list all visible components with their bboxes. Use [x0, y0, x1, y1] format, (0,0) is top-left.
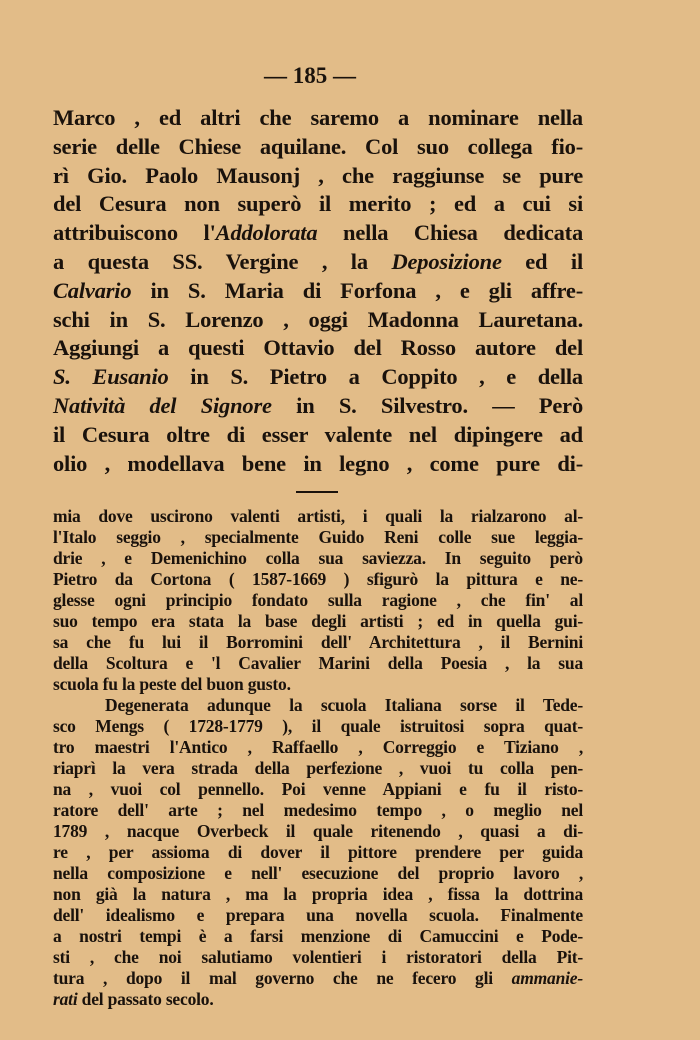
- notes-line: [53, 968, 583, 989]
- text-segment: sco Mengs ( 1728-1779 ), il quale istruitosi sopra quat-: [53, 716, 583, 736]
- text-segment: ed il: [501, 248, 583, 274]
- notes-line: [53, 695, 583, 716]
- text-segment: ratore dell' arte ; nel medesimo tempo , o meglio nel: [53, 800, 583, 820]
- text-segment: 1789 , nacque Overbeck il quale ritenendo , quasi a di-: [53, 821, 583, 841]
- footnote-text: [53, 506, 583, 1010]
- text-segment: in S. Maria di Forfona , e gli affre-: [131, 277, 583, 303]
- text-segment: Aggiungi a questi Ottavio del Rosso autore del: [53, 335, 583, 361]
- notes-line: [53, 506, 583, 527]
- notes-line: [53, 569, 583, 590]
- text-segment: in S. Silvestro. — Però: [271, 392, 583, 418]
- main-line: [53, 363, 583, 392]
- text-segment: rì Gio. Paolo Mausonj , che raggiunse se pure: [53, 162, 583, 188]
- notes-line: [53, 632, 583, 653]
- text-segment: Pietro da Cortona ( 1587-1669 ) sfigurò la pittura e ne-: [53, 569, 583, 589]
- text-segment: Degenerata adunque la scuola Italiana sorse il Tede-: [105, 695, 583, 715]
- main-line: [53, 334, 583, 363]
- main-text: [53, 104, 583, 478]
- notes-line: [53, 884, 583, 905]
- text-segment: glesse ogni principio fondato sulla ragione , che fin' al: [53, 590, 583, 610]
- notes-line: [53, 863, 583, 884]
- main-line: [53, 162, 583, 191]
- italic-text: rati: [53, 989, 78, 1009]
- notes-line: [53, 905, 583, 926]
- text-segment: a questa SS. Vergine , la: [53, 248, 392, 274]
- text-segment: sa che fu lui il Borromini dell' Architettura , il Bernini: [53, 632, 583, 652]
- text-segment: serie delle Chiese aquilane. Col suo collega fio-: [53, 133, 583, 159]
- notes-line: [53, 653, 583, 674]
- notes-line: [53, 947, 583, 968]
- notes-line: [53, 716, 583, 737]
- italic-text: Deposizione: [391, 248, 502, 274]
- text-segment: tura , dopo il mal governo che ne fecero gli: [53, 968, 512, 988]
- main-line: [53, 277, 583, 306]
- main-line: [53, 190, 583, 219]
- notes-line: [53, 821, 583, 842]
- notes-line: [53, 527, 583, 548]
- text-segment: na , vuoi col pennello. Poi venne Appiani e fu il risto-: [53, 779, 583, 799]
- notes-line: [53, 611, 583, 632]
- text-segment: schi in S. Lorenzo , oggi Madonna Lauretana.: [53, 306, 583, 332]
- text-segment: il Cesura oltre di esser valente nel dipingere ad: [53, 421, 583, 447]
- notes-line: [53, 590, 583, 611]
- text-segment: l'Italo seggio , specialmente Guido Reni colle sue leggia-: [53, 527, 583, 547]
- main-line: [53, 306, 583, 335]
- notes-line: [53, 674, 583, 695]
- text-segment: drie , e Demenichino colla sua saviezza. In seguito però: [53, 548, 583, 568]
- italic-text: ammanie-: [511, 968, 583, 988]
- page-number: — 185 —: [264, 63, 356, 88]
- main-line: [53, 219, 583, 248]
- main-line: [53, 392, 583, 421]
- text-segment: nella composizione e nell' esecuzione del proprio lavoro ,: [53, 863, 583, 883]
- text-segment: in S. Pietro a Coppito , e della: [168, 364, 583, 390]
- text-segment: scuola fu la peste del buon gusto.: [53, 674, 291, 694]
- text-segment: dell' idealismo e prepara una novella scuola. Finalmente: [53, 905, 583, 925]
- text-segment: suo tempo era stata la base degli artisti ; ed in quella gui-: [53, 611, 583, 631]
- text-segment: della Scoltura e 'l Cavalier Marini della Poesia , la sua: [53, 653, 583, 673]
- text-segment: del Cesura non superò il merito ; ed a cui si: [53, 191, 583, 217]
- text-segment: del passato secolo.: [77, 989, 214, 1009]
- italic-text: Addolorata: [215, 220, 318, 246]
- notes-line: [53, 989, 583, 1010]
- main-line: [53, 450, 583, 479]
- main-line: [53, 421, 583, 450]
- text-segment: Marco , ed altri che saremo a nominare nella: [53, 105, 583, 130]
- notes-line: [53, 800, 583, 821]
- text-segment: sti , che noi salutiamo volentieri i ristoratori della Pit-: [53, 947, 583, 967]
- notes-line: [53, 926, 583, 947]
- notes-line: [53, 842, 583, 863]
- notes-line: [53, 779, 583, 800]
- notes-line: [53, 758, 583, 779]
- main-line: [53, 104, 583, 133]
- italic-text: S. Eusanio: [53, 364, 169, 390]
- text-segment: olio , modellava bene in legno , come pure di-: [53, 450, 583, 476]
- text-segment: attribuiscono l': [53, 220, 216, 246]
- footnote-divider: [296, 491, 338, 493]
- text-segment: mia dove uscirono valenti artisti, i quali la rialzarono al-: [53, 506, 583, 526]
- main-line: [53, 133, 583, 162]
- notes-line: [53, 548, 583, 569]
- text-segment: re , per assioma di dover il pittore prendere per guida: [53, 842, 583, 862]
- text-segment: riaprì la vera strada della perfezione , vuoi tu colla pen-: [53, 758, 583, 778]
- italic-text: Natività del Signore: [53, 392, 272, 418]
- notes-line: [53, 737, 583, 758]
- text-segment: non già la natura , ma la propria idea , fissa la dottrina: [53, 884, 583, 904]
- text-segment: nella Chiesa dedicata: [317, 220, 583, 246]
- text-segment: a nostri tempi è a farsi menzione di Camuccini e Pode-: [53, 926, 583, 946]
- main-line: [53, 248, 583, 277]
- italic-text: Calvario: [53, 277, 132, 303]
- text-segment: tro maestri l'Antico , Raffaello , Correggio e Tiziano ,: [53, 737, 583, 757]
